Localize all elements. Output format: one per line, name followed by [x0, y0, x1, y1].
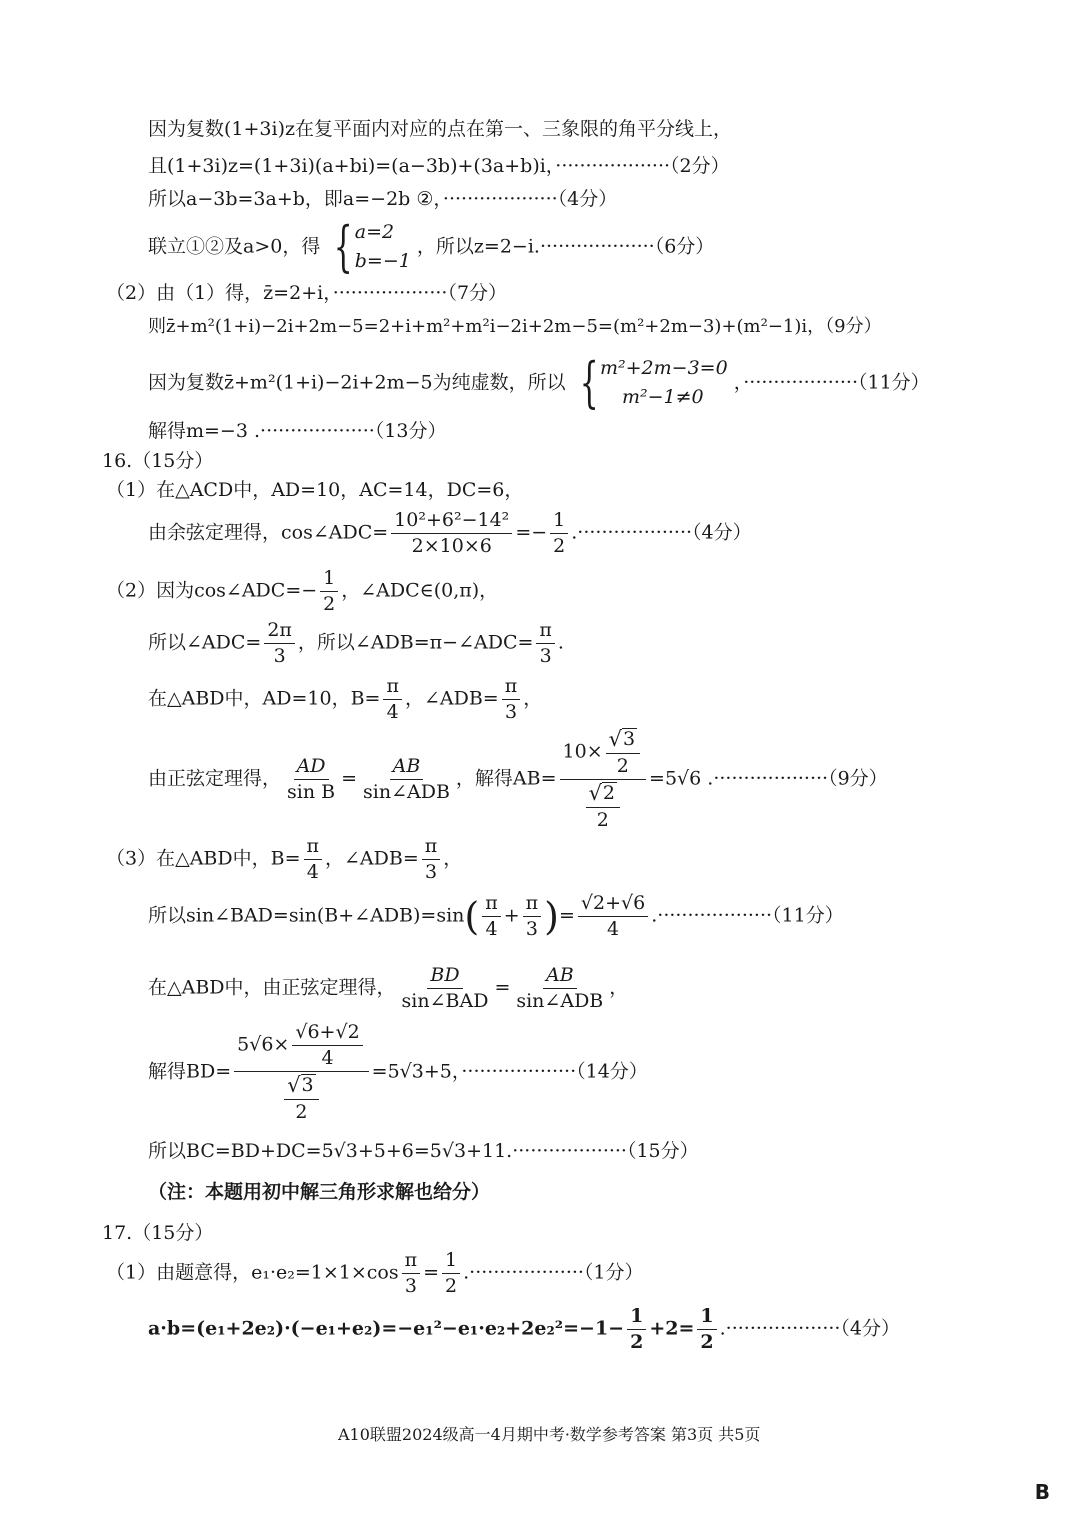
line-18-post: ， — [609, 976, 629, 999]
line-12 — [106, 568, 498, 615]
line-13-post: . — [557, 631, 564, 654]
fraction-denominator: 2 — [445, 1274, 458, 1297]
fraction-numerator: √6+√2 — [292, 1022, 362, 1046]
line-16 — [106, 836, 462, 883]
fraction-pi-4 — [482, 893, 501, 940]
system-brace-2 — [572, 351, 728, 415]
note-line — [148, 1183, 490, 1202]
fraction-denominator: 4 — [321, 1046, 334, 1069]
fraction-ad-sinb — [284, 756, 338, 803]
fraction-numerator: π — [304, 836, 323, 860]
note-text: （注：本题用初中解三角形求解也给分） — [148, 1181, 491, 1203]
fraction-numerator: 1 — [697, 1306, 716, 1330]
fraction-half — [550, 510, 568, 557]
fraction-ab-sinadb — [360, 756, 453, 803]
fraction-numerator: AB — [390, 756, 424, 780]
fraction-numerator: 10²+6²−14² — [391, 510, 512, 534]
line-24-post: .···················（4分） — [719, 1317, 901, 1340]
line-15-pre: 由正弦定理得， — [148, 767, 282, 790]
fraction-2pi-3 — [264, 620, 295, 667]
equals-sign: = — [494, 976, 511, 999]
line-19-post: =5√3+5，···················（14分） — [371, 1060, 648, 1083]
fraction-numerator: π — [502, 676, 521, 700]
fraction-denominator: sin B — [287, 780, 336, 803]
line-8 — [148, 422, 446, 441]
line-19 — [148, 1022, 648, 1123]
fraction-numerator: π — [523, 893, 542, 917]
fraction-numerator: BD — [427, 965, 462, 989]
line-5 — [106, 284, 507, 303]
compound-numerator — [234, 1022, 369, 1072]
line-15 — [148, 728, 888, 831]
line-7-post: ，···················（11分） — [733, 371, 930, 394]
line-18-pre: 在△ABD中，由正弦定理得， — [148, 976, 396, 999]
fraction-half — [442, 1250, 460, 1297]
sqrt-argument: 3 — [622, 728, 636, 750]
line-2 — [148, 157, 730, 176]
line-24 — [148, 1306, 900, 1353]
question-16-header — [102, 452, 213, 471]
system-2-row-1: m²+2m−3=0 — [600, 357, 728, 379]
fraction-cos-adc — [391, 510, 512, 557]
line-18 — [148, 965, 628, 1012]
line-10 — [106, 481, 523, 500]
line-3-text: 所以a−3b=3a+b，即a=−2b ②，···················（4分） — [148, 188, 618, 210]
fraction-numerator: π — [422, 836, 441, 860]
fraction-denominator: 3 — [504, 700, 518, 723]
sqrt-symbol: √ 3 — [287, 1072, 314, 1097]
line-16-post: ， — [443, 847, 463, 870]
coefficient: 5√6× — [237, 1033, 290, 1056]
sqrt-symbol: √ 2 — [588, 780, 615, 805]
fraction-numerator: π — [536, 620, 555, 644]
fraction-pi-3 — [536, 620, 555, 667]
line-15-post: =5√6 .···················（9分） — [649, 767, 888, 790]
line-23-post: .···················（1分） — [463, 1261, 644, 1284]
fraction-denominator: 3 — [404, 1274, 417, 1297]
compound-fraction-ab — [560, 728, 647, 831]
line-24-mid: +2= — [649, 1317, 695, 1340]
fraction-denominator: sin∠BAD — [401, 989, 489, 1012]
fraction-denominator: 3 — [424, 860, 438, 883]
corner-mark: B — [1034, 1480, 1050, 1504]
fraction-numerator — [586, 782, 620, 808]
fraction-denominator: 2 — [700, 1330, 714, 1353]
line-17 — [148, 893, 844, 940]
fraction-pi-4 — [304, 836, 323, 883]
line-1 — [148, 120, 732, 139]
fraction-numerator: π — [383, 676, 402, 700]
line-20 — [148, 1142, 699, 1161]
line-15-mid: ，解得AB= — [455, 767, 557, 790]
fraction-numerator: 1 — [320, 568, 338, 592]
fraction-denominator: 4 — [607, 917, 620, 940]
line-11-post: .···················（4分） — [571, 521, 752, 544]
question-17-header — [102, 1224, 213, 1243]
line-11 — [148, 510, 752, 557]
line-23 — [106, 1250, 644, 1297]
equals-sign: = — [559, 904, 575, 927]
line-12-post: ，∠ADC∈(0,π)， — [341, 579, 499, 602]
fraction-numerator — [606, 728, 640, 754]
system-brace-1 — [326, 215, 411, 279]
line-14-mid: ，∠ADB= — [404, 687, 499, 710]
fraction-denominator: 2×10×6 — [411, 534, 492, 557]
fraction-ab-sinadb — [513, 965, 606, 1012]
fraction-denominator: 4 — [485, 917, 498, 940]
sqrt-symbol: √ 3 — [608, 726, 636, 751]
line-3 — [148, 190, 617, 209]
line-11-pre: 由余弦定理得，cos∠ADC= — [148, 521, 389, 544]
fraction-pi-3 — [422, 836, 441, 883]
system-2-row-2: m²−1≠0 — [622, 386, 704, 409]
fraction-half — [697, 1306, 716, 1353]
fraction-sqrt2-2 — [586, 782, 620, 831]
line-6-text: 则z̄+m²(1+i)−2i+2m−5=2+i+m²+m²i−2i+2m−5=(m²+2m−3)+(m²−1)i，（9分） — [148, 316, 882, 337]
line-16-mid: ，∠ADB= — [325, 847, 419, 870]
fraction-denominator: 2 — [596, 808, 609, 831]
equals-sign: = — [423, 1261, 440, 1284]
system-1-row-2: b=−1 — [354, 250, 411, 273]
fraction-denominator: 3 — [273, 644, 286, 667]
fraction-denominator: 2 — [630, 1330, 644, 1353]
fraction-denominator: 2 — [616, 754, 629, 777]
coefficient: 10× — [562, 740, 603, 763]
line-7-pre: 因为复数z̄+m²(1+i)−2i+2m−5为纯虚数，所以 — [148, 371, 566, 394]
line-13 — [148, 620, 564, 667]
line-4-pre: 联立①②及a>0，得 — [148, 235, 321, 258]
compound-numerator — [560, 728, 647, 780]
fraction-bd-sinbad — [399, 965, 492, 1012]
line-6 — [148, 318, 882, 336]
fraction-denominator: 2 — [295, 1100, 308, 1123]
fraction-numerator — [284, 1074, 318, 1100]
line-20-text: 所以BC=BD+DC=5√3+5+6=5√3+11.···················（15分） — [148, 1140, 699, 1162]
fraction-numerator: √2+√6 — [578, 893, 648, 917]
right-paren-large: ) — [544, 894, 559, 939]
left-brace-glyph: { — [579, 351, 599, 415]
fraction-denominator: 2 — [553, 534, 566, 557]
fraction-pi-3 — [402, 1250, 421, 1297]
fraction-numerator: 1 — [442, 1250, 460, 1274]
fraction-sin-bad-result — [578, 893, 648, 940]
fraction-pi-3 — [502, 676, 521, 723]
line-14-post: ， — [523, 687, 543, 710]
page-footer: A10联盟2024级高一4月期中考·数学参考答案 第3页 共5页 — [338, 1425, 761, 1444]
fraction-sqrt3-2 — [606, 728, 640, 777]
line-7 — [148, 351, 930, 415]
fraction-numerator: π — [482, 893, 501, 917]
fraction-sqrt3-2 — [284, 1074, 318, 1123]
line-4-post: ，所以z=2−i.···················（6分） — [416, 235, 715, 258]
line-19-pre: 解得BD= — [148, 1060, 232, 1083]
question-16-header-text: 16.（15分） — [102, 450, 214, 472]
line-10-text: （1）在△ACD中，AD=10，AC=14，DC=6， — [106, 479, 524, 501]
fraction-denominator: 3 — [525, 917, 538, 940]
fraction-denominator: sin∠ADB — [516, 989, 604, 1012]
fraction-denominator: 4 — [386, 700, 399, 723]
line-4 — [148, 215, 715, 279]
sqrt-argument: 3 — [301, 1073, 314, 1096]
line-14 — [148, 676, 542, 723]
equals-sign: = — [341, 767, 358, 790]
left-brace-glyph: { — [334, 215, 354, 279]
fraction-pi-3 — [523, 893, 542, 940]
line-13-pre: 所以∠ADC= — [148, 631, 262, 654]
fraction-numerator: AB — [543, 965, 577, 989]
fraction-numerator: AD — [294, 756, 329, 780]
line-16-pre: （3）在△ABD中，B= — [106, 847, 301, 870]
fraction-denominator: sin∠ADB — [363, 780, 450, 803]
compound-fraction-bd — [234, 1022, 369, 1123]
line-13-mid: ，所以∠ADB=π−∠ADC= — [297, 631, 534, 654]
line-8-text: 解得m=−3 .···················（13分） — [148, 420, 447, 442]
system-1-row-1: a=2 — [354, 221, 395, 243]
plus-sign: + — [503, 904, 520, 927]
fraction-denominator: 3 — [539, 644, 552, 667]
line-17-post: .···················（11分） — [651, 904, 844, 927]
left-paren-large: ( — [464, 894, 480, 939]
fraction-denominator: 2 — [323, 592, 336, 615]
line-1-text: 因为复数(1+3i)z在复平面内对应的点在第一、三象限的角平分线上， — [148, 118, 733, 140]
fraction-numerator: 2π — [264, 620, 295, 644]
fraction-pi-4 — [383, 676, 402, 723]
fraction-half — [627, 1306, 646, 1353]
fraction-numerator: 1 — [627, 1306, 646, 1330]
sqrt-argument: 2 — [602, 781, 615, 804]
line-17-pre: 所以sin∠BAD=sin(B+∠ADB)=sin — [148, 904, 465, 927]
line-14-pre: 在△ABD中，AD=10，B= — [148, 687, 381, 710]
line-2-text: 且(1+3i)z=(1+3i)(a+bi)=(a−3b)+(3a+b)i，···················（2分） — [148, 155, 730, 177]
compound-denominator — [278, 1072, 324, 1123]
question-17-header-text: 17.（15分） — [102, 1222, 214, 1244]
line-11-mid: =− — [515, 521, 548, 544]
fraction-sqrt-sum-4 — [292, 1022, 362, 1069]
line-23-pre: （1）由题意得，e₁·e₂=1×1×cos — [106, 1261, 399, 1284]
fraction-numerator: π — [402, 1250, 421, 1274]
fraction-denominator: 4 — [306, 860, 319, 883]
line-5-text: （2）由（1）得，z̄=2+i，···················（7分） — [106, 282, 508, 304]
line-24-pre: a·b=(e₁+2e₂)·(−e₁+e₂)=−e₁²−e₁·e₂+2e₂²=−1− — [148, 1317, 625, 1340]
fraction-numerator: 1 — [550, 510, 568, 534]
fraction-half — [320, 568, 338, 615]
line-12-pre: （2）因为cos∠ADC=− — [106, 579, 318, 602]
compound-denominator — [580, 780, 626, 831]
